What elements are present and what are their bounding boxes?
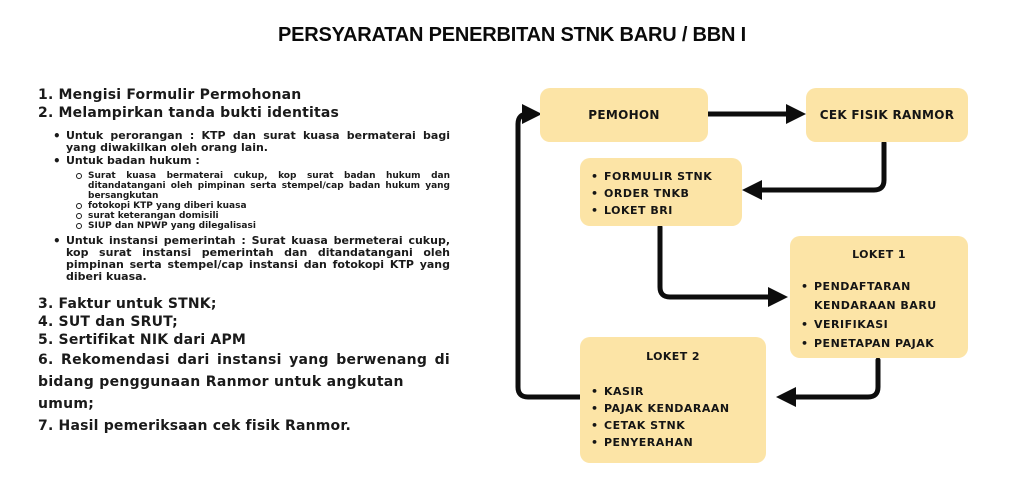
sub-item-instansi: • Untuk instansi pemerintah : Surat kuasa bermeterai cukup, kop surat instansi pemerintah dan ditandatangani oleh pimpinan serta stempel/cap instansi dan fotokopi KTP yang diberi kuasa. xyxy=(66,235,450,283)
sub-item-perorangan: • Untuk perorangan : KTP dan surat kuasa bermaterai bagi yang diwakilkan oleh orang lain. xyxy=(66,130,450,154)
docs-item: • ORDER TNKB xyxy=(604,185,742,202)
box-documents xyxy=(580,158,742,226)
arrow-docs-to-loket1 xyxy=(660,227,778,297)
badan-hukum-list xyxy=(66,171,450,231)
loket-1-item: • PENETAPAN PAJAK xyxy=(814,334,962,353)
arrow-loket1-to-loket2 xyxy=(786,360,878,397)
requirement-3: 3. Faktur untuk STNK; xyxy=(38,296,217,312)
box-loket-1 xyxy=(790,236,968,358)
requirement-1: 1. Mengisi Formulir Permohonan xyxy=(38,87,302,103)
badan-hukum-item: surat keterangan domisili xyxy=(88,211,450,221)
arrow-loket2-to-pemohon xyxy=(518,114,580,397)
docs-item: • FORMULIR STNK xyxy=(604,168,742,185)
badan-hukum-item: SIUP dan NPWP yang dilegalisasi xyxy=(88,221,450,231)
loket-1-item: • PENDAFTARAN KENDARAAN BARU xyxy=(814,277,962,315)
box-loket-2 xyxy=(580,337,766,463)
loket-2-item: • CETAK STNK xyxy=(604,417,766,434)
requirement-6-end: umum; xyxy=(38,396,95,412)
sub-item-badan-hukum-label: Untuk badan hukum : xyxy=(66,154,200,167)
requirement-6-text: 6. Rekomendasi dari instansi yang berwenang di bidang penggunaan Ranmor untuk angkutan xyxy=(38,352,450,390)
loket-2-title: LOKET 2 xyxy=(646,350,700,363)
requirement-4: 4. SUT dan SRUT; xyxy=(38,314,178,330)
arrow-cek-fisik-to-docs xyxy=(752,143,884,190)
loket-1-item: • VERIFIKASI xyxy=(814,315,962,334)
sub-item-badan-hukum xyxy=(66,155,450,231)
identity-proof-list xyxy=(38,130,450,283)
requirements-list xyxy=(38,86,450,435)
badan-hukum-item: Surat kuasa bermaterai cukup, kop surat badan hukum dan ditandatangani oleh pimpinan serta stempel/cap badan hukum yang bersangkutan xyxy=(88,171,450,201)
box-pemohon: PEMOHON xyxy=(540,88,708,142)
page-title: PERSYARATAN PENERBITAN STNK BARU / BBN I xyxy=(278,24,746,46)
requirement-6 xyxy=(38,349,450,415)
requirement-7: 7. Hasil pemeriksaan cek fisik Ranmor. xyxy=(38,418,351,434)
requirement-5: 5. Sertifikat NIK dari APM xyxy=(38,332,247,348)
requirement-2: 2. Melampirkan tanda bukti identitas xyxy=(38,105,340,121)
loket-1-title: LOKET 1 xyxy=(852,248,906,261)
docs-item: • LOKET BRI xyxy=(604,202,742,219)
loket-2-item: • PENYERAHAN xyxy=(604,434,766,451)
badan-hukum-item: fotokopi KTP yang diberi kuasa xyxy=(88,201,450,211)
loket-2-item: • PAJAK KENDARAAN xyxy=(604,400,766,417)
box-cek-fisik-ranmor: CEK FISIK RANMOR xyxy=(806,88,968,142)
loket-2-item: • KASIR xyxy=(604,383,766,400)
